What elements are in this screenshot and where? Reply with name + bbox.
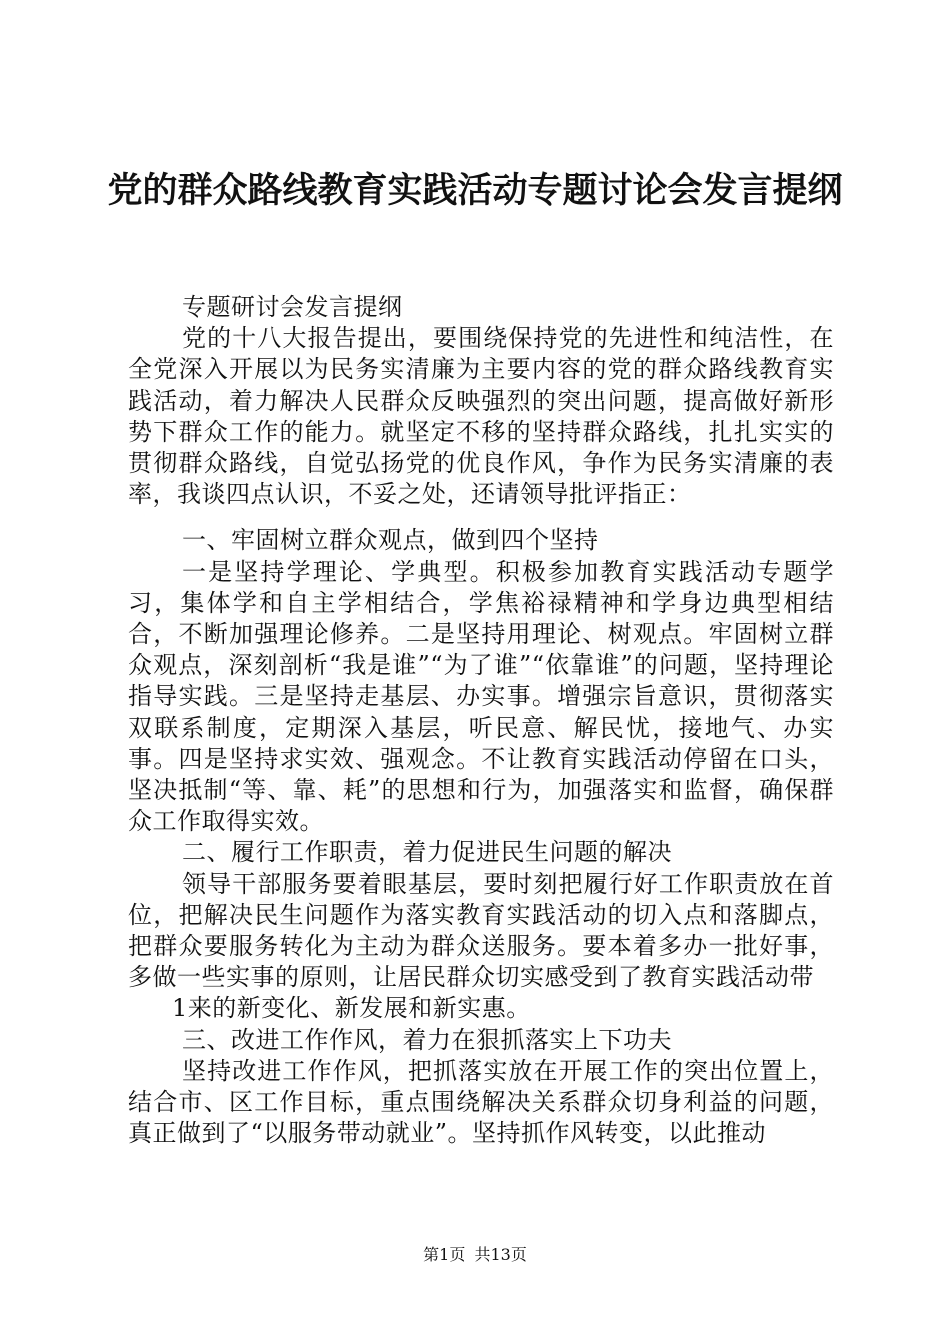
paragraph-section-2: 领导干部服务要着眼基层，要时刻把履行好工作职责放在首位，把解决民生问题作为落实教育实践活动的切入点和落脚点，把群众要服务转化为主动为群众送服务。要本着多办一批好事，多做一些实事的原则，让居民群众切实感受到了教育实践活动带	[128, 869, 834, 992]
document-title: 党的群众路线教育实践活动专题讨论会发言提纲	[107, 170, 843, 211]
page-footer	[0, 1245, 950, 1265]
section-heading-1: 一、牢固树立群众观点，做到四个坚持	[182, 526, 599, 555]
document-body	[128, 292, 834, 1149]
paragraph-intro: 党的十八大报告提出，要围绕保持党的先进性和纯洁性，在全党深入开展以为民务实清廉为主要内容的党的群众路线教育实践活动，着力解决人民群众反映强烈的突出问题，提高做好新形势下群众工作的能力。就坚定不移的坚持群众路线，扎扎实实的贯彻群众路线，自觉弘扬党的优良作风，争作为民务实清廉的表率，我谈四点认识，不妥之处，还请领导批评指正：	[128, 324, 834, 509]
paragraph-section-1: 一是坚持学理论、学典型。积极参加教育实践活动专题学习，集体学和自主学相结合，学焦裕禄精神和学身边典型相结合，不断加强理论修养。二是坚持用理论、树观点。牢固树立群众观点，深刻剖析“我是谁”“为了谁”“依靠谁”的问题，坚持理论指导实践。三是坚持走基层、办实事。增强宗旨意识，贯彻落实双联系制度，定期深入基层，听民意、解民忧，接地气、办实事。四是坚持求实效、强观念。不让教育实践活动停留在口头，坚决抵制“等、靠、耗”的思想和行为，加强落实和监督，确保群众工作取得实效。	[128, 557, 834, 836]
paragraph-subtitle: 专题研讨会发言提纲	[182, 293, 403, 321]
paragraph-section-3: 坚持改进工作作风，把抓落实放在开展工作的突出位置上，结合市、区工作目标，重点围绕解决关系群众切身利益的问题，真正做到了“以服务带动就业”。坚持抓作风转变，以此推动	[128, 1056, 834, 1148]
page-total: 共13页	[474, 1245, 527, 1264]
section-heading-3: 三、改进工作作风，着力在狠抓落实上下功夫	[182, 1025, 672, 1054]
section-heading-2: 二、履行工作职责，着力促进民生问题的解决	[182, 838, 672, 867]
page-number: 第1页	[423, 1245, 466, 1264]
paragraph-continuation: 1来的新变化、新发展和新实惠。	[172, 994, 531, 1023]
